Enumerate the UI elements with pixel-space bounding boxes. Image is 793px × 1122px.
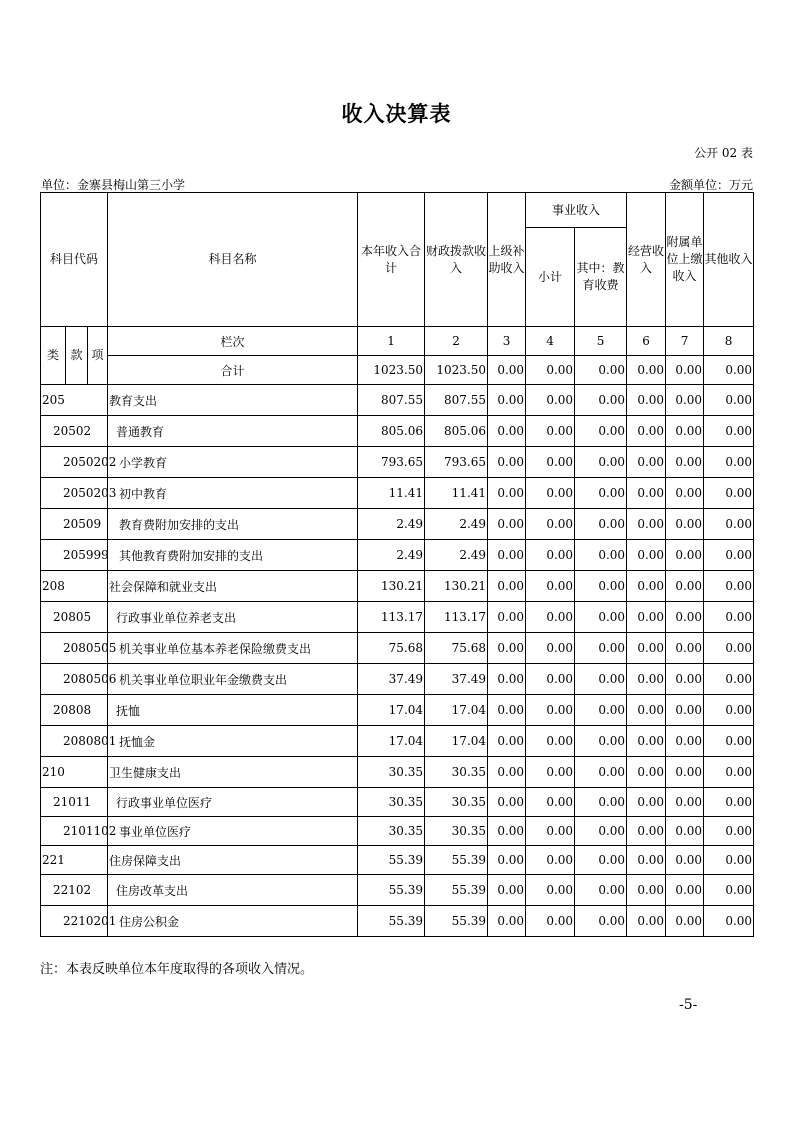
amount-cell: 75.68 [358,633,425,664]
amount-cell: 0.00 [704,726,754,757]
subject-name: 教育支出 [108,385,358,416]
subject-name: 小学教育 [108,447,358,478]
amount-cell: 0.00 [627,633,666,664]
amount-cell: 0.00 [526,846,575,875]
amount-cell: 2.49 [425,540,488,571]
total-row [41,356,754,385]
amount-cell: 0.00 [488,788,526,817]
amount-cell: 0.00 [666,846,704,875]
total-value: 1023.50 [358,356,425,385]
amount-cell: 0.00 [526,447,575,478]
page-title: 收入决算表 [341,101,452,126]
header-business-group: 事业收入 [526,193,627,228]
amount-cell: 0.00 [704,788,754,817]
amount-cell: 2.49 [358,509,425,540]
amount-cell: 0.00 [526,385,575,416]
amount-cell: 30.35 [358,817,425,846]
subject-code: 205999 [41,540,108,571]
amount-cell: 0.00 [488,509,526,540]
subject-code: 2080801 [41,726,108,757]
amount-cell: 30.35 [425,788,488,817]
subject-code: 21011 [41,788,108,817]
amount-cell: 0.00 [627,788,666,817]
amount-cell: 0.00 [666,726,704,757]
amount-cell: 0.00 [704,906,754,937]
amount-cell: 0.00 [704,846,754,875]
amount-cell: 805.06 [358,416,425,447]
table-row [41,602,754,633]
table-row [41,540,754,571]
amount-cell: 0.00 [627,846,666,875]
amount-cell: 0.00 [488,416,526,447]
amount-cell: 0.00 [526,664,575,695]
subject-name: 社会保障和就业支出 [108,571,358,602]
subject-name: 住房改革支出 [108,875,358,906]
table-row [41,664,754,695]
amount-cell: 17.04 [425,726,488,757]
header-lanci: 栏次 [108,327,358,356]
table-body [41,385,754,937]
subject-name: 卫生健康支出 [108,757,358,788]
amount-cell: 0.00 [526,571,575,602]
amount-cell: 0.00 [575,478,627,509]
subject-name: 初中教育 [108,478,358,509]
amount-cell: 0.00 [575,817,627,846]
amount-cell: 0.00 [488,664,526,695]
amount-cell: 0.00 [666,540,704,571]
amount-cell: 0.00 [627,602,666,633]
amount-cell: 0.00 [575,757,627,788]
table-header [41,193,754,385]
amount-cell: 0.00 [627,757,666,788]
subject-code: 2050203 [41,478,108,509]
amount-cell: 0.00 [704,817,754,846]
amount-cell: 55.39 [425,906,488,937]
subject-name: 行政事业单位医疗 [108,788,358,817]
header-subject-name: 科目名称 [108,193,358,327]
subject-code: 20808 [41,695,108,726]
amount-cell: 0.00 [666,385,704,416]
amount-unit: 金额单位：万元 [668,178,753,192]
total-value: 1023.50 [425,356,488,385]
reporting-unit: 单位：金寨县梅山第三小学 [41,178,186,192]
table-row [41,571,754,602]
header-subject-code: 科目代码 [41,193,108,327]
subject-code: 20509 [41,509,108,540]
amount-cell: 0.00 [575,509,627,540]
amount-cell: 0.00 [526,478,575,509]
amount-cell: 30.35 [358,757,425,788]
amount-cell: 55.39 [425,875,488,906]
amount-cell: 0.00 [627,509,666,540]
total-value: 0.00 [666,356,704,385]
amount-cell: 0.00 [488,633,526,664]
amount-cell: 2.49 [358,540,425,571]
subject-name: 住房保障支出 [108,846,358,875]
amount-cell: 0.00 [488,817,526,846]
table-row [41,846,754,875]
amount-cell: 0.00 [627,478,666,509]
header-superior: 上级补助收入 [488,193,526,327]
header-lei: 类 [41,327,66,385]
table-row [41,695,754,726]
amount-cell: 0.00 [488,571,526,602]
amount-cell: 30.35 [358,788,425,817]
amount-cell: 0.00 [575,875,627,906]
amount-cell: 807.55 [425,385,488,416]
amount-cell: 0.00 [627,447,666,478]
amount-cell: 0.00 [704,478,754,509]
amount-cell: 0.00 [488,447,526,478]
amount-cell: 0.00 [488,846,526,875]
total-value: 0.00 [575,356,627,385]
header-subtotal: 小计 [526,228,575,327]
amount-cell: 0.00 [526,509,575,540]
col-number: 5 [575,327,627,356]
amount-cell: 0.00 [704,757,754,788]
amount-cell: 0.00 [627,695,666,726]
amount-cell: 0.00 [666,788,704,817]
table-row [41,509,754,540]
amount-cell: 0.00 [526,906,575,937]
header-kuan: 款 [66,327,88,385]
amount-cell: 17.04 [358,695,425,726]
amount-cell: 0.00 [666,416,704,447]
amount-cell: 0.00 [704,602,754,633]
amount-cell: 0.00 [666,509,704,540]
subject-name: 住房公积金 [108,906,358,937]
amount-cell: 17.04 [358,726,425,757]
table-row [41,633,754,664]
amount-cell: 0.00 [627,540,666,571]
subject-name: 抚恤金 [108,726,358,757]
subject-name: 普通教育 [108,416,358,447]
col-number: 1 [358,327,425,356]
amount-cell: 0.00 [526,416,575,447]
subject-name: 其他教育费附加安排的支出 [108,540,358,571]
header-affiliated: 附属单位上缴收入 [666,193,704,327]
subject-code: 22102 [41,875,108,906]
amount-cell: 0.00 [526,602,575,633]
header-operating: 经营收入 [627,193,666,327]
header-fiscal: 财政拨款收入 [425,193,488,327]
amount-cell: 30.35 [425,817,488,846]
amount-cell: 0.00 [488,757,526,788]
table-row [41,416,754,447]
amount-cell: 0.00 [488,540,526,571]
amount-cell: 0.00 [704,571,754,602]
subject-name: 行政事业单位养老支出 [108,602,358,633]
table-row [41,726,754,757]
amount-cell: 0.00 [704,447,754,478]
income-table [40,192,754,937]
amount-cell: 0.00 [575,788,627,817]
amount-cell: 0.00 [526,726,575,757]
amount-cell: 0.00 [488,695,526,726]
table-row [41,875,754,906]
subject-code: 2210201 [41,906,108,937]
amount-cell: 0.00 [575,695,627,726]
amount-cell: 0.00 [488,875,526,906]
table-row [41,385,754,416]
subject-code: 221 [41,846,108,875]
subject-name: 教育费附加安排的支出 [108,509,358,540]
table-row [41,817,754,846]
header-education-fee: 其中：教育收费 [575,228,627,327]
amount-cell: 0.00 [627,875,666,906]
amount-cell: 0.00 [575,664,627,695]
table-note: 注：本表反映单位本年度取得的各项收入情况。 [40,962,314,977]
amount-cell: 0.00 [666,757,704,788]
amount-cell: 0.00 [526,633,575,664]
amount-cell: 0.00 [666,478,704,509]
subject-code: 20805 [41,602,108,633]
amount-cell: 0.00 [575,540,627,571]
table-row [41,906,754,937]
amount-cell: 0.00 [575,447,627,478]
subject-code: 2080506 [41,664,108,695]
amount-cell: 0.00 [575,385,627,416]
amount-cell: 0.00 [666,817,704,846]
header-total: 本年收入合计 [358,193,425,327]
subject-code: 208 [41,571,108,602]
subject-name: 机关事业单位职业年金缴费支出 [108,664,358,695]
amount-cell: 0.00 [666,906,704,937]
amount-cell: 0.00 [627,664,666,695]
amount-cell: 0.00 [704,875,754,906]
table-row [41,757,754,788]
amount-cell: 0.00 [575,571,627,602]
amount-cell: 55.39 [358,906,425,937]
amount-cell: 0.00 [575,726,627,757]
amount-cell: 0.00 [526,695,575,726]
amount-cell: 0.00 [666,695,704,726]
amount-cell: 0.00 [666,447,704,478]
amount-cell: 2.49 [425,509,488,540]
amount-cell: 0.00 [627,726,666,757]
amount-cell: 793.65 [358,447,425,478]
amount-cell: 0.00 [704,633,754,664]
amount-cell: 0.00 [526,540,575,571]
amount-cell: 793.65 [425,447,488,478]
amount-cell: 0.00 [704,540,754,571]
page-number: -5- [679,997,698,1013]
amount-cell: 11.41 [358,478,425,509]
amount-cell: 0.00 [627,571,666,602]
header-other: 其他收入 [704,193,754,327]
amount-cell: 30.35 [425,757,488,788]
amount-cell: 0.00 [704,509,754,540]
amount-cell: 0.00 [575,416,627,447]
amount-cell: 0.00 [704,664,754,695]
amount-cell: 0.00 [627,817,666,846]
subject-code: 2101102 [41,817,108,846]
amount-cell: 0.00 [488,906,526,937]
amount-cell: 0.00 [488,602,526,633]
col-number: 6 [627,327,666,356]
subject-code: 2080505 [41,633,108,664]
amount-cell: 0.00 [666,875,704,906]
amount-cell: 0.00 [575,602,627,633]
amount-cell: 113.17 [358,602,425,633]
amount-cell: 0.00 [704,695,754,726]
amount-cell: 0.00 [488,478,526,509]
amount-cell: 0.00 [575,846,627,875]
total-label: 合计 [108,356,358,385]
amount-cell: 55.39 [358,846,425,875]
subject-code: 205 [41,385,108,416]
amount-cell: 0.00 [526,875,575,906]
col-number: 4 [526,327,575,356]
total-value: 0.00 [488,356,526,385]
amount-cell: 55.39 [425,846,488,875]
amount-cell: 0.00 [526,788,575,817]
form-number: 公开 02 表 [694,146,753,160]
amount-cell: 0.00 [627,416,666,447]
amount-cell: 130.21 [425,571,488,602]
amount-cell: 17.04 [425,695,488,726]
subject-code: 210 [41,757,108,788]
amount-cell: 0.00 [627,385,666,416]
subject-name: 机关事业单位基本养老保险缴费支出 [108,633,358,664]
amount-cell: 11.41 [425,478,488,509]
col-number: 7 [666,327,704,356]
amount-cell: 0.00 [526,757,575,788]
total-value: 0.00 [704,356,754,385]
subject-name: 抚恤 [108,695,358,726]
amount-cell: 0.00 [488,726,526,757]
amount-cell: 0.00 [666,664,704,695]
amount-cell: 0.00 [704,416,754,447]
amount-cell: 0.00 [704,385,754,416]
total-value: 0.00 [526,356,575,385]
subject-code: 20502 [41,416,108,447]
amount-cell: 75.68 [425,633,488,664]
amount-cell: 0.00 [666,633,704,664]
amount-cell: 0.00 [575,633,627,664]
total-value: 0.00 [627,356,666,385]
amount-cell: 130.21 [358,571,425,602]
subject-code: 2050202 [41,447,108,478]
amount-cell: 0.00 [526,817,575,846]
col-number: 8 [704,327,754,356]
table-row [41,788,754,817]
amount-cell: 0.00 [627,906,666,937]
header-xiang: 项 [88,327,108,385]
col-number: 3 [488,327,526,356]
amount-cell: 37.49 [358,664,425,695]
table-row [41,447,754,478]
table-row [41,478,754,509]
amount-cell: 807.55 [358,385,425,416]
amount-cell: 0.00 [666,602,704,633]
amount-cell: 55.39 [358,875,425,906]
amount-cell: 0.00 [575,906,627,937]
amount-cell: 805.06 [425,416,488,447]
subject-name: 事业单位医疗 [108,817,358,846]
amount-cell: 37.49 [425,664,488,695]
amount-cell: 0.00 [666,571,704,602]
amount-cell: 113.17 [425,602,488,633]
col-number: 2 [425,327,488,356]
amount-cell: 0.00 [488,385,526,416]
